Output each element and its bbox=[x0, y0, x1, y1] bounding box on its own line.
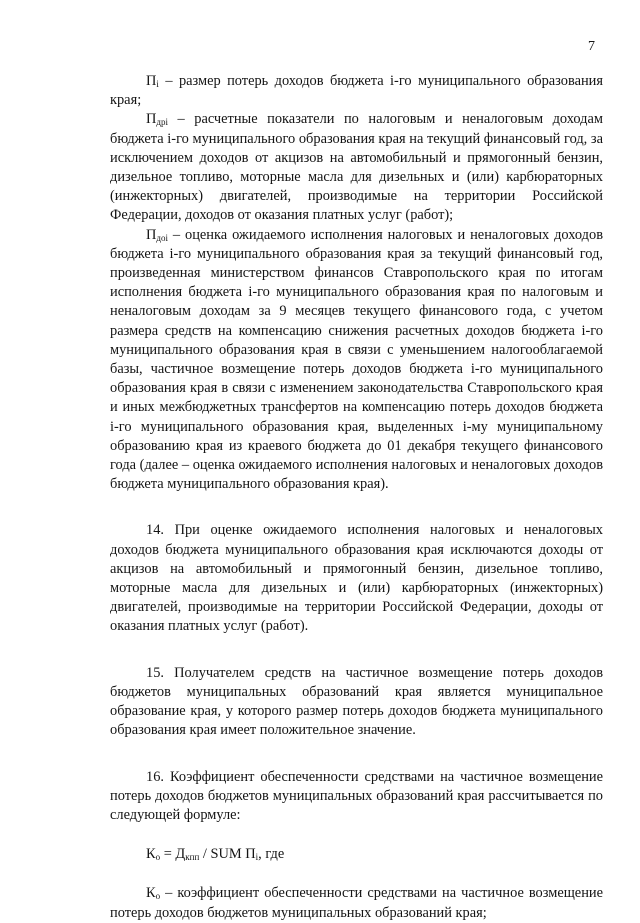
definition-text: – коэффициент обеспеченности средствами на частичное возмещение потерь доходов бюджетов муниципальных образований края; bbox=[110, 885, 603, 921]
formula-tail: , где bbox=[258, 846, 285, 863]
paragraph-15: 15. Получателем средств на частичное возмещение потерь доходов бюджетов муниципальных образований края является муниципальное образование края, у которого размер потерь доходов бюджета муниципального образования края имеет положительное значение. bbox=[110, 664, 603, 739]
document-body bbox=[110, 72, 603, 923]
spacer bbox=[110, 637, 603, 664]
spacer bbox=[110, 864, 603, 884]
spacer bbox=[110, 741, 603, 768]
formula bbox=[110, 845, 603, 864]
spacer bbox=[110, 494, 603, 521]
symbol-subscript: дрi bbox=[156, 117, 168, 128]
paragraph-16: 16. Коэффициент обеспеченности средствами на частичное возмещение потерь доходов бюджетов муниципальных образований края рассчитывается по следующей формуле: bbox=[110, 768, 603, 823]
formula-k: К bbox=[146, 846, 156, 863]
paragraph-ko-definition bbox=[110, 884, 603, 922]
definition-text: – расчетные показатели по налоговым и неналоговым доходам бюджета i-го муниципального образования края на текущий финансовый год, за исключением доходов от акцизов на автомобильный и прямогонный бензин, дизельное топливо, моторные масла для дизельных и (или) карбюраторных (инжекторных) двигателей, производимые на территории Российской Федерации, доходов от оказания платных услуг (работ); bbox=[110, 111, 603, 224]
formula-d-subscript: кпп bbox=[185, 852, 200, 863]
paragraph-pdri-definition bbox=[110, 110, 603, 225]
symbol: П bbox=[146, 226, 157, 243]
symbol-subscript: доi bbox=[156, 232, 168, 243]
formula-equals-d: = Д bbox=[160, 846, 186, 863]
formula-sum: / SUM П bbox=[199, 846, 256, 863]
definition-text: – размер потерь доходов бюджета i-го муниципального образования края; bbox=[110, 73, 603, 109]
definition-text: – оценка ожидаемого исполнения налоговых и неналоговых доходов бюджета i-го муниципального образования края за текущий финансовый год, произведенная министерством финансов Ставропольского края по итогам исполнения бюджета i-го муниципального образования края по налоговым и неналоговым доходам за 9 месяцев текущего финансового года, с учетом размера средств на компенсацию снижения расчетных доходов бюджета i-го муниципального образования края в связи с уменьшением налогооблагаемой базы, частичное возмещение потерь доходов бюджета i-го муниципального образования края в связи с изменением законодательства Ставропольского края и иных межбюджетных трансфертов на компенсацию потерь доходов бюджета i-го муниципального образования края, выделенных i-му муниципальному образованию края из краевого бюджета до 01 декабря текущего финансового года (далее – оценка ожидаемого исполнения налоговых и неналоговых доходов бюджета муниципального образования края). bbox=[110, 226, 603, 493]
spacer bbox=[110, 825, 603, 845]
symbol: К bbox=[146, 885, 156, 902]
formula-p-subscript: i bbox=[255, 852, 259, 863]
paragraph-pi-definition bbox=[110, 72, 603, 110]
page-number: 7 bbox=[588, 39, 595, 54]
symbol: П bbox=[146, 73, 157, 89]
paragraph-pdoi-definition bbox=[110, 226, 603, 495]
formula-k-subscript: о bbox=[155, 852, 161, 863]
symbol-subscript: о bbox=[155, 891, 161, 902]
symbol: П bbox=[146, 111, 157, 128]
paragraph-14: 14. При оценке ожидаемого исполнения налоговых и неналоговых доходов бюджета муниципального образования края исключаются доходы от акцизов на автомобильный и прямогонный бензин, дизельное топливо, моторные масла для дизельных и (или) карбюраторных (инжекторных) двигателей, производимые на территории Российской Федерации, доходы от оказания платных услуг (работ). bbox=[110, 522, 603, 635]
symbol-subscript: i bbox=[156, 79, 159, 89]
